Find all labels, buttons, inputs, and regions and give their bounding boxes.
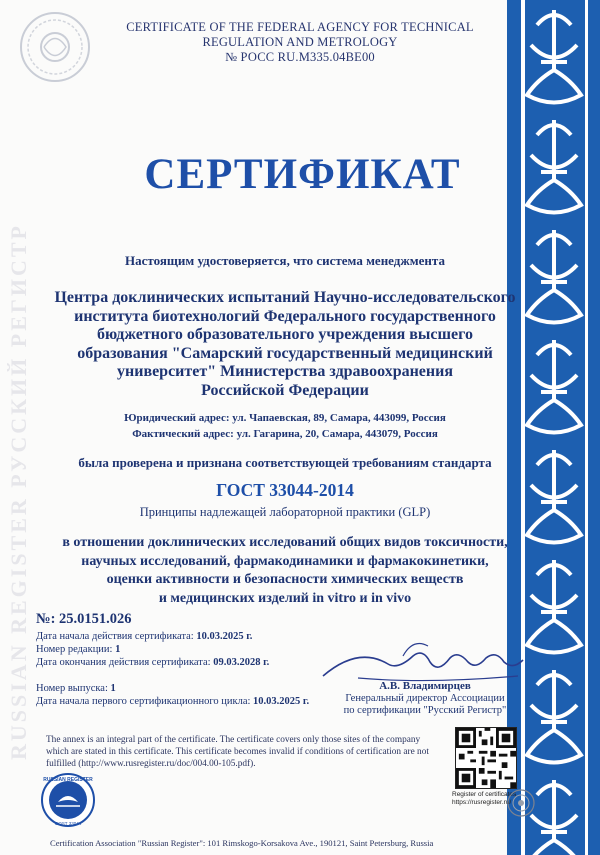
addresses bbox=[40, 410, 530, 442]
signer-position: Генеральный директор Ассоциации bbox=[345, 692, 505, 704]
cycle-date-value: 10.03.2025 г. bbox=[253, 696, 310, 707]
standard-code: ГОСТ 33044-2014 bbox=[216, 480, 354, 500]
standard-name: Принципы надлежащей лабораторной практики (GLP) bbox=[139, 505, 431, 519]
issue-row bbox=[36, 682, 116, 695]
hologram-seal bbox=[506, 788, 536, 818]
cycle-date-label: Дата начала первого сертификационного цикла: bbox=[36, 696, 251, 707]
start-date-label: Дата начала действия сертификата: bbox=[36, 631, 194, 642]
org-line: Центра доклинических испытаний Научно-исследовательского bbox=[54, 289, 516, 306]
certification-scope bbox=[40, 534, 530, 608]
intro-text: Настоящим удостоверяется, что система менеджмента bbox=[125, 253, 445, 268]
cycle-date-row bbox=[36, 695, 309, 708]
scope-line: в отношении доклинических исследований общих видов токсичности, bbox=[62, 535, 508, 550]
revision-row bbox=[36, 643, 120, 656]
handwritten-signature bbox=[318, 636, 528, 686]
certificate-number: №: 25.0151.026 bbox=[36, 611, 132, 627]
header-line-1: CERTIFICATE OF THE FEDERAL AGENCY FOR TECHNICAL bbox=[126, 20, 474, 34]
start-date-value: 10.03.2025 г. bbox=[196, 631, 253, 642]
svg-text:GOST 33044: GOST 33044 bbox=[54, 821, 82, 826]
emblem-seal bbox=[18, 10, 92, 84]
svg-text:RUSSIAN REGISTER РУССКИЙ РЕГИ: RUSSIAN REGISTER РУССКИЙ РЕГИСТР bbox=[6, 223, 31, 760]
org-line: университет" Министерства здравоохранения bbox=[117, 363, 453, 381]
qr-caption-url[interactable]: https://rusregister.ru/ bbox=[452, 799, 512, 806]
start-date-row bbox=[36, 630, 252, 643]
issue-label: Номер выпуска: bbox=[36, 683, 108, 694]
footer-address: Certification Association "Russian Register": 101 Rimskogo-Korsakova Ave., 190121, Saint Petersburg, Russia bbox=[50, 838, 434, 848]
qr-code[interactable] bbox=[455, 727, 517, 789]
revision-value: 1 bbox=[115, 644, 121, 655]
header-registration-number: № РОСС RU.М335.04ВЕ00 bbox=[225, 50, 375, 64]
legal-address: Юридический адрес: ул. Чапаевская, 89, Самара, 443099, Россия bbox=[124, 412, 446, 424]
watermark-text bbox=[2, 170, 36, 770]
signer-name: А.В. Владимирцев bbox=[379, 680, 471, 692]
signer-organization: по сертификации "Русский Регистр" bbox=[343, 705, 507, 716]
compliance-statement: была проверена и признана соответствующей требованиям стандарта bbox=[78, 455, 492, 470]
revision-label: Номер редакции: bbox=[36, 644, 113, 655]
russian-register-seal bbox=[40, 772, 96, 828]
header-line-2: REGULATION AND METROLOGY bbox=[202, 35, 398, 49]
agency-header bbox=[100, 20, 500, 65]
svg-text:RUSSIAN REGISTER: RUSSIAN REGISTER bbox=[43, 777, 93, 783]
certificate-title: СЕРТИФИКАТ bbox=[144, 151, 461, 198]
scope-line: оценки активности и безопасности химических веществ bbox=[106, 572, 464, 587]
actual-address: Фактический адрес: ул. Гагарина, 20, Самара, 443079, Россия bbox=[132, 428, 438, 440]
org-line: института биотехнологий Федерального государственного bbox=[74, 307, 496, 325]
organization-name bbox=[40, 289, 530, 401]
org-line: образования "Самарский государственный медицинский bbox=[77, 344, 493, 362]
signer-block bbox=[325, 680, 525, 718]
qr-caption-title: Register of certificates bbox=[452, 791, 517, 798]
scope-line: научных исследований, фармакодинамики и фармакокинетики, bbox=[81, 553, 489, 569]
issue-value: 1 bbox=[110, 683, 116, 694]
org-line: бюджетного образовательного учреждения высшего bbox=[96, 326, 473, 344]
scope-line: и медицинских изделий in vitro и in vivo bbox=[158, 590, 412, 606]
org-line: Российской Федерации bbox=[201, 381, 369, 399]
annex-note: The annex is an integral part of the certificate. The certificate covers only those sites of the company which are stated in this certificate. This certificate becomes invalid if conditions of certification are not fulfilled (http://www.rusregister.ru/doc/004.00-105.pdf). bbox=[46, 735, 429, 769]
end-date-label: Дата окончания действия сертификата: bbox=[36, 657, 211, 668]
end-date-value: 09.03.2028 г. bbox=[213, 657, 270, 668]
end-date-row bbox=[36, 656, 269, 669]
